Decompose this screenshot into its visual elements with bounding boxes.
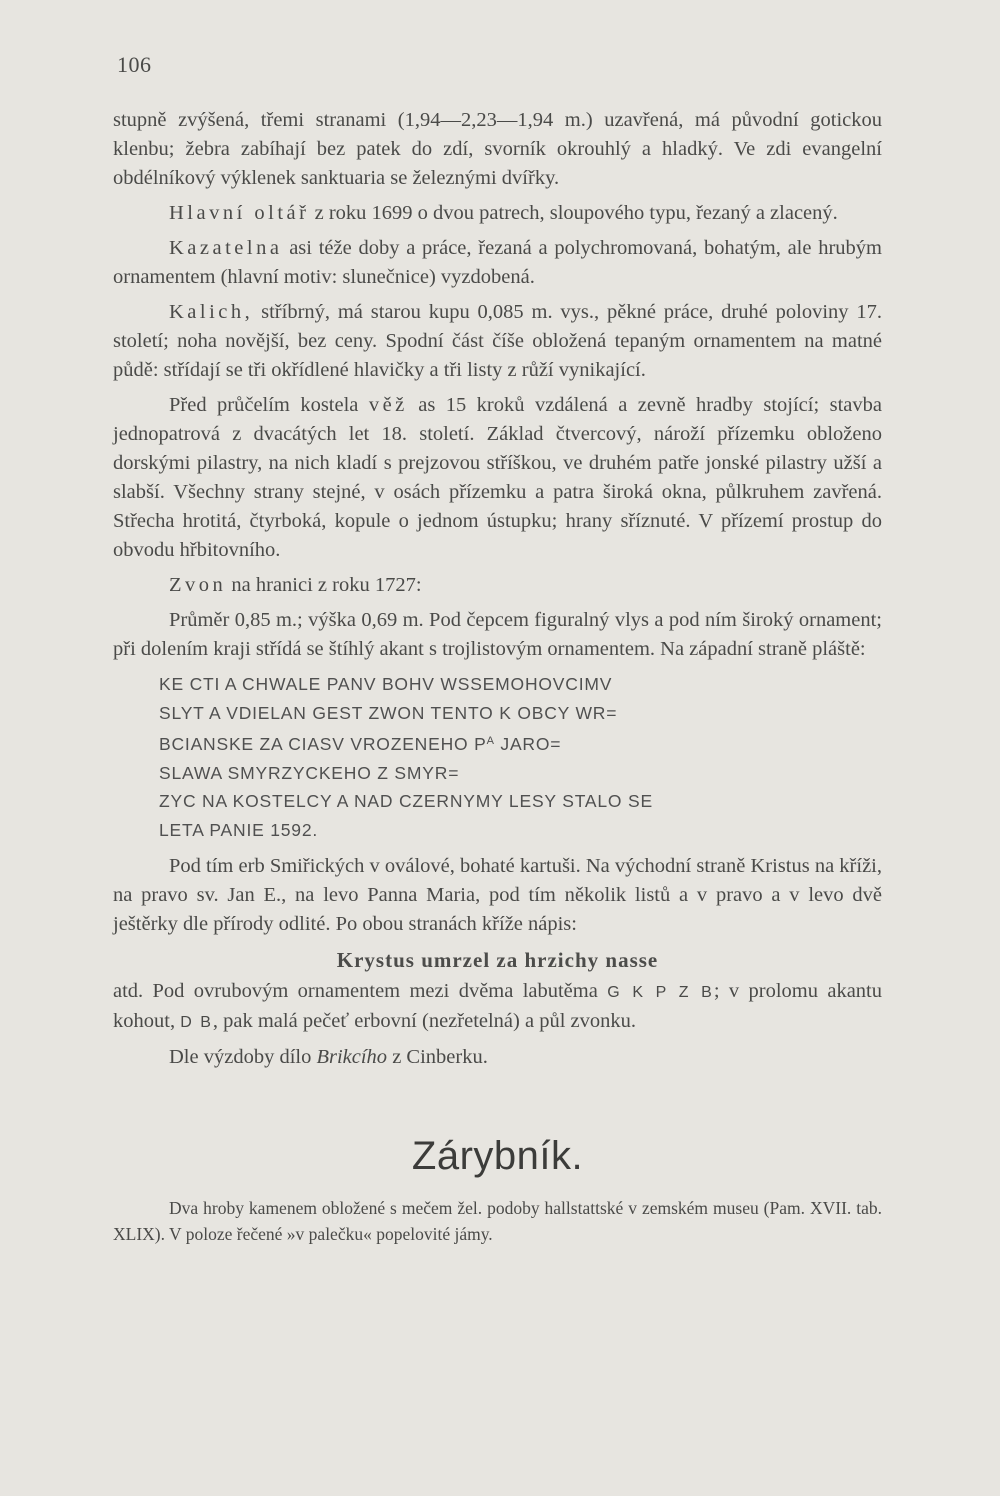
paragraph-ornament (113, 977, 882, 1037)
paragraph-text: Před průčelím kostela (169, 394, 369, 416)
section-title: Zárybník. (411, 1134, 584, 1178)
term-bell: Zvon (169, 574, 227, 596)
paragraph-text: stříbrný, má starou kupu 0,085 m. vys., pěkné práce, druhé poloviny 17. století; noha novější, bez ceny. Spodní část číše obložená tepaným ornamentem na matné půdě: střídají se tři okřídlené hlavičky a tři listy z růží vynikající. (113, 301, 882, 381)
fraktur-inscription: Krystus umrzel za hrzichy nasse (336, 948, 659, 972)
paragraph-text: Pod tím erb Smiřických v oválové, bohaté kartuši. Na východní straně Kristus na kříži, na pravo sv. Jan E., na levo Panna Maria, pod tím několik listů a v pravo a v levo dvě ještěrky dle přírody odlité. Po obou stranách kříže nápis: (113, 855, 882, 935)
paragraph-text: na hranici z roku 1727: (226, 574, 422, 596)
letters-db: D B (180, 1014, 213, 1031)
paragraph-text: asi téže doby a práce, řezaná a polychromovaná, bohatým, ale hrubým ornamentem (hlavní motiv: slunečnice) vyzdobená. (113, 237, 882, 288)
inscription-text: BCIANSKE ZA CIASV VROZENEHO P (159, 734, 487, 754)
term-pulpit: Kazatelna (169, 237, 283, 259)
paragraph-text: Průměr 0,85 m.; výška 0,69 m. Pod čepcem figuralný vlys a pod ním široký ornament; při dolením kraji střídá se štíhlý akant s trojlistovým ornamentem. Na západní straně pláště: (113, 609, 882, 660)
bell-inscription (159, 670, 882, 844)
inscription-line: LETA PANIE 1592. (159, 819, 319, 840)
term-main-altar: Hlavní oltář (169, 202, 310, 224)
maker-name: Brikcího (316, 1046, 388, 1068)
paragraph-presbytery (113, 106, 882, 193)
term-chalice: Kalich, (169, 301, 254, 323)
paragraph-text: as 15 kroků vzdálená a zevně hradby stojící; stavba jednopatrová z dvacátých let 18. století. Základ čtvercový, nároží přízemku obloženo dorskými pilastry, na nich kladí s prejzovou stříškou, ve druhém patře jonské pilastry užší a slabší. Všechny strany stejné, v osách přízemku a patra široká okna, půlkruhem zavřená. Střecha hrotitá, čtyrboká, kopule o jednom ústupku; hrany sříznuté. V přízemí prostup do obvodu hřbitovního. (113, 394, 882, 561)
term-tower: věž (368, 394, 408, 416)
paragraph-chalice (113, 298, 882, 385)
inscription-line: ZYC NA KOSTELCY A NAD CZERNYMY LESY STALO SE (159, 791, 653, 811)
page-number: 106 (117, 52, 152, 77)
inscription-line (159, 727, 882, 759)
inscription-line: KE CTI A CHWALE PANV BOHV WSSEMOHOVCIMV (159, 674, 613, 694)
paragraph-text: atd. Pod ovrubovým ornamentem mezi dvěma labutěma (113, 980, 608, 1002)
inscription-text: JARO= (494, 734, 562, 754)
paragraph-bell-description (113, 606, 882, 664)
letters-gkpzb: G K P Z B (607, 984, 714, 1001)
section-note: Dva hroby kamenem obložené s mečem žel. podoby hallstattské v zemském museu (Pam. XVII. tab. XLIX). V poloze řečené »v palečku« popelovité jámy. (113, 1198, 882, 1244)
paragraph-maker (113, 1043, 882, 1072)
paragraph-text: stupně zvýšená, třemi stranami (1,94—2,23—1,94 m.) uzavřená, má původní gotickou klenbu; žebra zabíhají bez patek do zdí, svorník okrouhlý a hladký. Ve zdi evangelní obdélníkový výklenek sanktuaria se železnými dvířky. (113, 109, 882, 189)
inscription-superscript: A (486, 735, 495, 747)
paragraph-bell-heading (113, 571, 882, 600)
inscription-line: SLAWA SMYRZYCKEHO Z SMYR= (159, 762, 460, 783)
paragraph-text: ; v prolomu akantu kohout, (113, 980, 882, 1032)
paragraph-coat-of-arms (113, 852, 882, 939)
paragraph-text: Dle výzdoby dílo (169, 1046, 317, 1068)
paragraph-text: z roku 1699 o dvou patrech, sloupového typu, řezaný a zlacený. (309, 202, 838, 224)
paragraph-tower (113, 391, 882, 565)
paragraph-text: z Cinberku. (387, 1046, 488, 1068)
paragraph-text: , pak malá pečeť erbovní (nezřetelná) a půl zvonku. (212, 1010, 636, 1032)
inscription-line: SLYT A VDIELAN GEST ZWON TENTO K OBCY WR= (159, 702, 618, 723)
paragraph-pulpit (113, 234, 882, 292)
paragraph-main-altar (113, 199, 882, 228)
